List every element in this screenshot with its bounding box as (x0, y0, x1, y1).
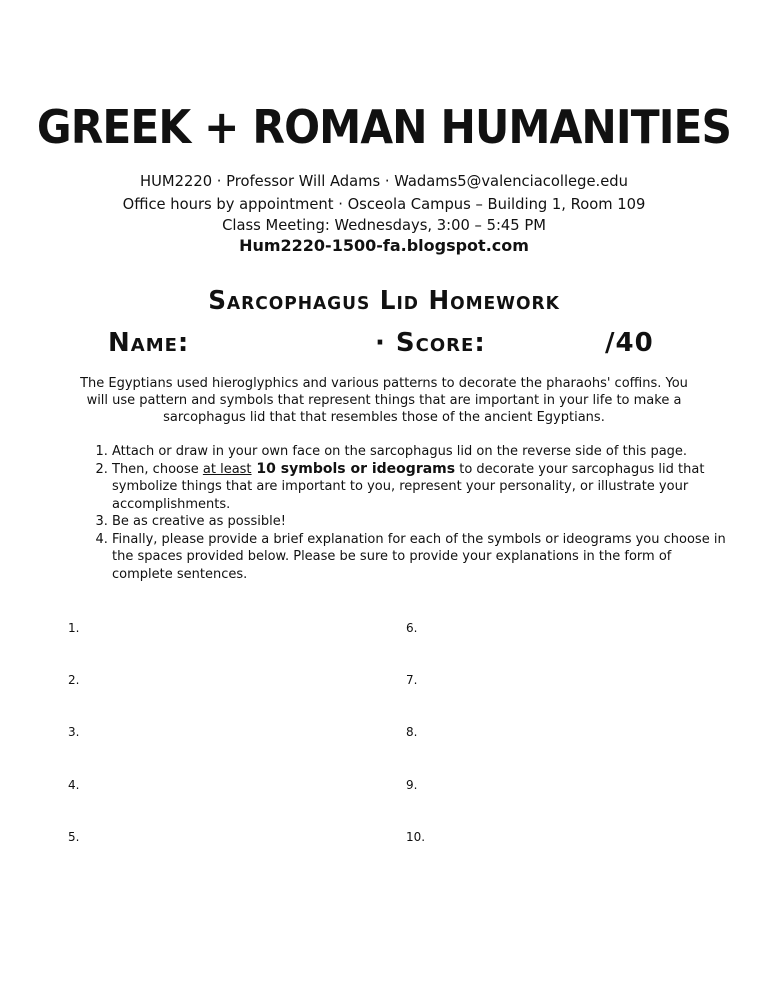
score-label: · Score: (375, 328, 486, 358)
blank-number: 6. (406, 621, 418, 635)
blank-number: 9. (406, 778, 418, 792)
intro-paragraph: The Egyptians used hieroglyphics and various patterns to decorate the pharaohs' coffins. You will use pattern and symbols that represent things that are important in your life to make a sarcophagus lid that that resembles those of the ancient Egyptians. (80, 376, 688, 425)
emphasis-underline: at least (202, 461, 252, 477)
blank-number: 5. (68, 830, 80, 844)
blank-number: 2. (68, 673, 80, 687)
class-meeting: Class Meeting: Wednesdays, 3:00 – 5:45 PM (222, 216, 546, 234)
blank-number: 1. (68, 621, 80, 635)
blank-number: 4. (68, 778, 80, 792)
course-title: GREEK + ROMAN HUMANITIES (36, 100, 732, 154)
instruction-item: 1. Attach or draw in your own face on the sarcophagus lid on the reverse side of this page. (112, 443, 732, 461)
text: to decorate your sarcophagus lid that symbolize things that are important to you, represent your personality, or illustrate your accomplishments. (112, 461, 705, 512)
assignment-title: Sarcophagus Lid Homework (208, 286, 560, 316)
instruction-item: 3. Be as creative as possible! (112, 513, 732, 531)
instruction-item (112, 461, 732, 514)
score-total: /40 (605, 328, 654, 358)
blank-number: 7. (406, 673, 418, 687)
blank-number: 8. (406, 725, 418, 739)
blog-url: Hum2220-1500-fa.blogspot.com (239, 236, 529, 255)
text: Then, choose (112, 461, 203, 477)
emphasis-bold: 10 symbols or ideograms (251, 460, 456, 477)
instruction-item: 4. Finally, please provide a brief explanation for each of the symbols or ideograms you choose in the spaces provided below. Please be sure to provide your explanations in the form of complete sentences. (112, 531, 732, 584)
instructions-list (80, 443, 732, 583)
office-hours: Office hours by appointment · Osceola Campus – Building 1, Room 109 (122, 195, 646, 213)
blank-number: 10. (406, 830, 426, 844)
blank-number: 3. (68, 725, 80, 739)
course-info: HUM2220 · Professor Will Adams · Wadams5@valenciacollege.edu (140, 172, 628, 190)
name-label: Name: (108, 328, 190, 358)
